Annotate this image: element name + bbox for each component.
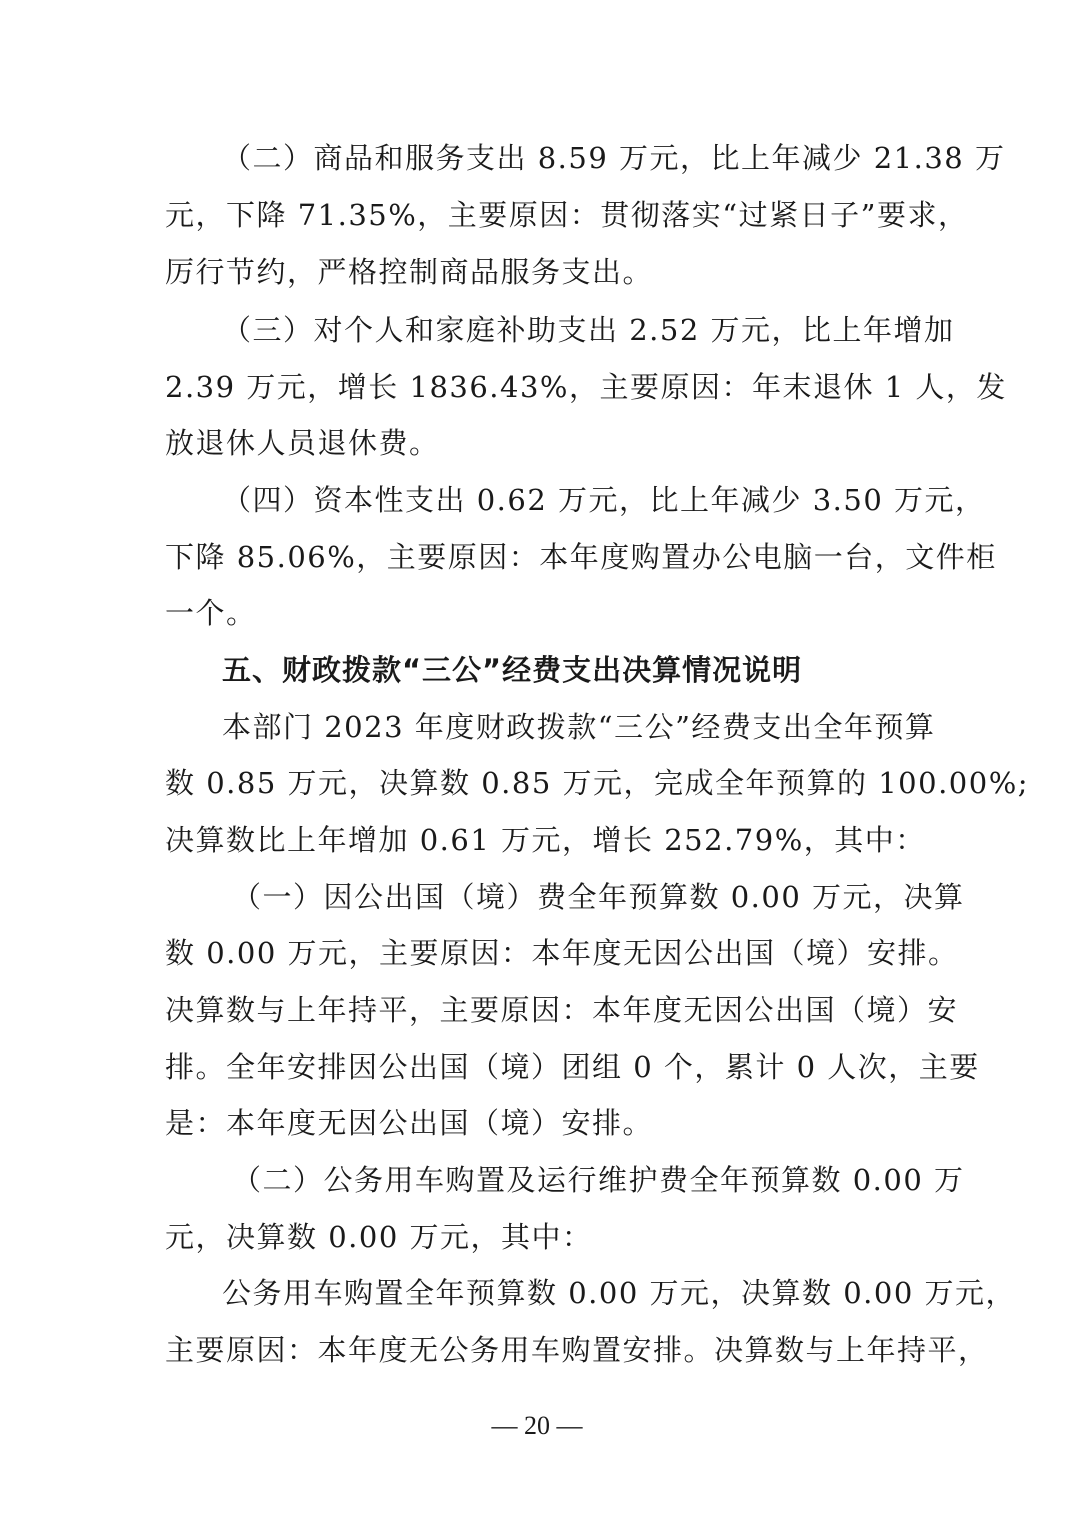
paragraph-line: 是：本年度无因公出国（境）安排。 [165, 1106, 654, 1140]
paragraph-line: 2.39 万元，增长 1836.43%，主要原因：年末退休 1 人，发 [165, 370, 1007, 404]
paragraph-line: 元，下降 71.35%，主要原因：贯彻落实“过紧日子”要求， [165, 198, 969, 232]
paragraph-line: 数 0.00 万元，主要原因：本年度无因公出国（境）安排。 [165, 936, 959, 970]
paragraph-line: （二）公务用车购置及运行维护费全年预算数 0.00 万 [232, 1163, 965, 1197]
paragraph-line: 元，决算数 0.00 万元，其中： [165, 1220, 593, 1254]
paragraph-line: 决算数与上年持平，主要原因：本年度无因公出国（境）安 [165, 993, 959, 1027]
paragraph-line: 主要原因：本年度无公务用车购置安排。决算数与上年持平， [165, 1333, 989, 1367]
page-number: — 20 — [491, 1411, 583, 1440]
paragraph-line: 下降 85.06%，主要原因：本年度购置办公电脑一台，文件柜 [165, 540, 997, 574]
paragraph-line: 厉行节约，严格控制商品服务支出。 [165, 255, 654, 289]
paragraph-line: 数 0.85 万元，决算数 0.85 万元，完成全年预算的 100.00%; [165, 766, 1030, 800]
paragraph-line: （一）因公出国（境）费全年预算数 0.00 万元，决算 [232, 880, 965, 914]
paragraph-line: 本部门 2023 年度财政拨款“三公”经费支出全年预算 [222, 710, 936, 744]
paragraph-line: 放退休人员退休费。 [165, 426, 440, 460]
paragraph-line: 一个。 [165, 596, 257, 630]
paragraph-line: （四）资本性支出 0.62 万元，比上年减少 3.50 万元， [222, 483, 986, 517]
paragraph-line: （三）对个人和家庭补助支出 2.52 万元，比上年增加 [222, 313, 955, 347]
paragraph-line: 决算数比上年增加 0.61 万元，增长 252.79%，其中： [165, 823, 926, 857]
paragraph-line: 公务用车购置全年预算数 0.00 万元，决算数 0.00 万元， [222, 1276, 1017, 1310]
paragraph-line: （二）商品和服务支出 8.59 万元，比上年减少 21.38 万 [222, 141, 1006, 175]
section-heading: 五、财政拨款“三公”经费支出决算情况说明 [222, 653, 803, 687]
paragraph-line: 排。全年安排因公出国（境）团组 0 个，累计 0 人次，主要 [165, 1050, 980, 1084]
